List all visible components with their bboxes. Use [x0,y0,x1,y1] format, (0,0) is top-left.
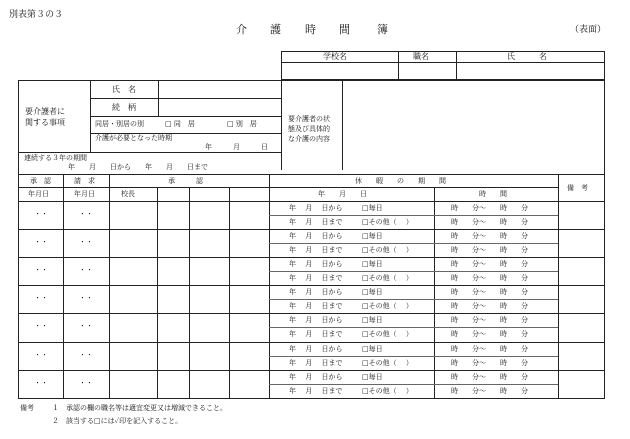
row-divider [18,285,605,286]
leave-time-range-1[interactable]: 時 分～ 時 分 [451,204,528,212]
approval-date-cell[interactable]: ・・ [34,322,48,331]
leave-to-date[interactable]: 年 月 日まで [289,218,343,227]
leave-time-range-2[interactable]: 時 分～ 時 分 [451,330,528,339]
leave-from-date[interactable]: 年 月 日から [289,344,343,353]
leave-from-date[interactable]: 年 月 日から [289,232,343,241]
daily-checkbox[interactable]: □毎日 [362,344,383,353]
row-midline [269,299,558,300]
leave-time-range-2[interactable]: 時 分～ 時 分 [451,302,528,311]
approval-stamps-header: 承 認 [168,177,203,185]
request-header: 請 求 [74,177,95,185]
daily-checkbox[interactable]: □毎日 [362,260,383,269]
row-midline [269,356,558,357]
leave-from-date[interactable]: 年 月 日から [289,260,343,269]
other-checkbox[interactable]: □その他（ ） [362,330,413,339]
request-date-cell[interactable]: ・・ [79,322,93,331]
leave-to-date[interactable]: 年 月 日まで [289,246,343,255]
leave-time-range-1[interactable]: 時 分～ 時 分 [451,344,528,353]
note-2: ２ 該当する□には✓印を記入すること。 [52,417,183,425]
relation-label: 続 柄 [112,103,136,112]
daily-checkbox[interactable]: □毎日 [362,232,383,241]
row-divider [18,229,605,230]
leave-period-header: 休 暇 の 期 間 [355,177,446,185]
notes-label: 備考 [20,404,34,412]
request-date-cell[interactable]: ・・ [79,238,93,247]
leave-from-date[interactable]: 年 月 日から [289,372,343,381]
leave-to-date[interactable]: 年 月 日まで [289,358,343,367]
caregiver-label-2: 関する事項 [25,118,65,127]
leave-to-date[interactable]: 年 月 日まで [289,274,343,283]
leave-time-range-1[interactable]: 時 分～ 時 分 [451,288,528,297]
note-1: １ 承認の欄の職名等は適宜変更又は増減できること。 [52,404,227,412]
remarks-header: 備 考 [567,184,588,192]
school-label: 学校名 [323,52,347,61]
other-checkbox[interactable]: □その他（ ） [362,386,413,395]
row-midline [269,215,558,216]
approval-date-cell[interactable]: ・・ [34,350,48,359]
leave-date-header: 年 月 日 [318,190,367,198]
leave-time-range-1[interactable]: 時 分～ 時 分 [451,232,528,241]
leave-time-range-1[interactable]: 時 分～ 時 分 [451,372,528,381]
care-state-label-2: 態及び具体的 [288,125,330,133]
cared-name-label: 氏 名 [112,85,136,94]
row-midline [269,271,558,272]
care-state-label-1: 要介護者の状 [288,115,330,123]
request-date-cell[interactable]: ・・ [79,378,93,387]
daily-checkbox[interactable]: □毎日 [362,372,383,381]
leave-to-date[interactable]: 年 月 日まで [289,302,343,311]
other-checkbox[interactable]: □その他（ ） [362,218,413,227]
other-checkbox[interactable]: □その他（ ） [362,302,413,311]
principal-header: 校長 [121,190,135,198]
row-divider [18,370,605,371]
leave-to-date[interactable]: 年 月 日まで [289,386,343,395]
residence-label: 同居・別居の別 [95,120,144,128]
row-midline [269,384,558,385]
row-divider [18,342,605,343]
form-number: 別表第３の３ [9,10,64,20]
request-date-cell[interactable]: ・・ [79,350,93,359]
leave-from-date[interactable]: 年 月 日から [289,204,343,212]
approval-date-cell[interactable]: ・・ [34,210,48,219]
approval-date-header: 年月日 [28,190,49,198]
caregiver-label-1: 要介護者に [25,107,65,116]
period-label: 連続する３年の期間 [24,154,87,162]
side-label: （表面） [570,25,607,35]
leave-time-range-2[interactable]: 時 分～ 時 分 [451,274,528,283]
request-date-header: 年月日 [74,190,95,198]
approval-date-cell[interactable]: ・・ [34,266,48,275]
row-midline [269,327,558,328]
same-residence-checkbox[interactable]: □ 同 居 [165,120,195,128]
other-checkbox[interactable]: □その他（ ） [362,274,413,283]
leave-time-range-2[interactable]: 時 分～ 時 分 [451,358,528,367]
leave-from-date[interactable]: 年 月 日から [289,288,343,297]
approval-date-cell[interactable]: ・・ [34,238,48,247]
daily-checkbox[interactable]: □毎日 [362,288,383,297]
row-divider [18,257,605,258]
request-date-cell[interactable]: ・・ [79,294,93,303]
row-midline [269,243,558,244]
daily-checkbox[interactable]: □毎日 [362,316,383,325]
leave-time-range-1[interactable]: 時 分～ 時 分 [451,260,528,269]
leave-time-range-2[interactable]: 時 分～ 時 分 [451,246,528,255]
employee-name-label: 氏 名 [507,52,547,61]
leave-time-range-1[interactable]: 時 分～ 時 分 [451,316,528,325]
daily-checkbox[interactable]: □毎日 [362,204,383,212]
other-checkbox[interactable]: □その他（ ） [362,358,413,367]
row-divider [18,313,605,314]
care-start-label: 介護が必要となった時期 [95,134,172,142]
request-date-cell[interactable]: ・・ [79,210,93,219]
request-date-cell[interactable]: ・・ [79,266,93,275]
leave-time-range-2[interactable]: 時 分～ 時 分 [451,386,528,395]
approval-date-cell[interactable]: ・・ [34,378,48,387]
care-start-date: 年 月 日 [205,143,268,151]
separate-residence-checkbox[interactable]: □ 別 居 [227,120,257,128]
approval-header: 承 認 [30,177,51,185]
approval-date-cell[interactable]: ・・ [34,294,48,303]
care-state-label-3: な介護の内容 [288,135,330,143]
period-range: 年 月 日から 年 月 日まで [68,163,208,171]
leave-time-range-2[interactable]: 時 分～ 時 分 [451,218,528,227]
leave-from-date[interactable]: 年 月 日から [289,316,343,325]
other-checkbox[interactable]: □その他（ ） [362,246,413,255]
position-label: 職名 [413,52,429,61]
leave-time-header: 時 間 [479,190,507,198]
leave-to-date[interactable]: 年 月 日まで [289,330,343,339]
